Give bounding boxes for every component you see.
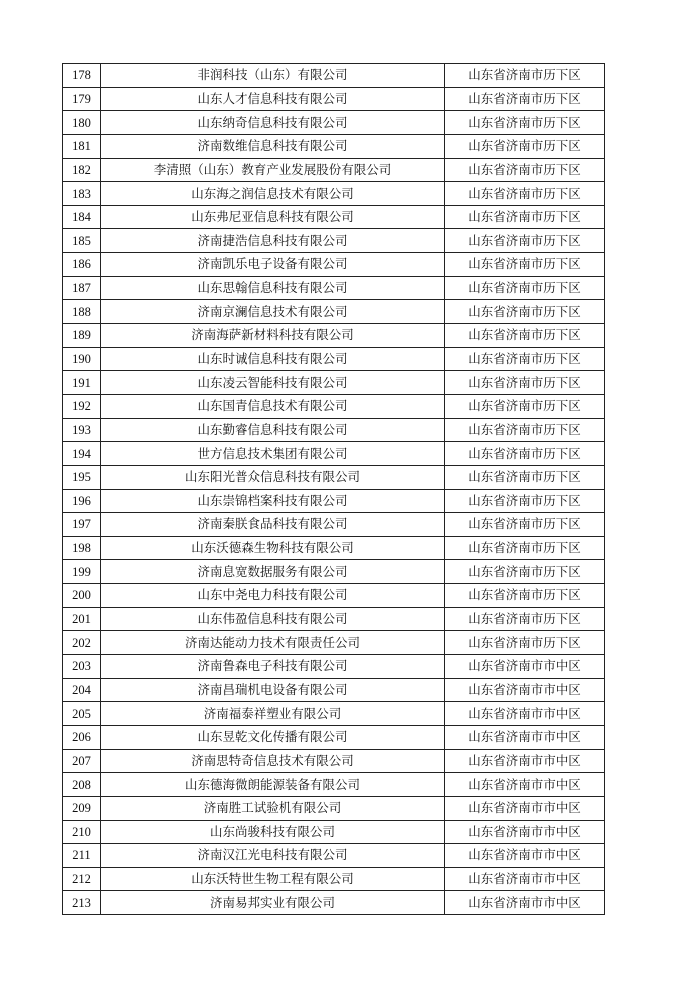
row-number: 183 bbox=[63, 182, 101, 206]
company-name: 山东人才信息科技有限公司 bbox=[101, 87, 445, 111]
company-name: 山东中尧电力科技有限公司 bbox=[101, 584, 445, 608]
company-location: 山东省济南市市中区 bbox=[445, 796, 605, 820]
table-row bbox=[63, 276, 605, 300]
row-number: 190 bbox=[63, 347, 101, 371]
company-location: 山东省济南市历下区 bbox=[445, 111, 605, 135]
row-number: 191 bbox=[63, 371, 101, 395]
table-row bbox=[63, 655, 605, 679]
row-number: 189 bbox=[63, 324, 101, 348]
row-number: 178 bbox=[63, 64, 101, 88]
company-name: 济南达能动力技术有限责任公司 bbox=[101, 631, 445, 655]
row-number: 180 bbox=[63, 111, 101, 135]
row-number: 186 bbox=[63, 253, 101, 277]
company-location: 山东省济南市历下区 bbox=[445, 64, 605, 88]
table-row bbox=[63, 205, 605, 229]
row-number: 193 bbox=[63, 418, 101, 442]
table-row bbox=[63, 64, 605, 88]
company-name: 山东勤睿信息科技有限公司 bbox=[101, 418, 445, 442]
table-row bbox=[63, 749, 605, 773]
table-row bbox=[63, 394, 605, 418]
table-row bbox=[63, 158, 605, 182]
table-row bbox=[63, 418, 605, 442]
row-number: 205 bbox=[63, 702, 101, 726]
row-number: 202 bbox=[63, 631, 101, 655]
table-row bbox=[63, 607, 605, 631]
table-row bbox=[63, 867, 605, 891]
company-name: 济南汉江光电科技有限公司 bbox=[101, 844, 445, 868]
company-location: 山东省济南市历下区 bbox=[445, 394, 605, 418]
row-number: 182 bbox=[63, 158, 101, 182]
row-number: 204 bbox=[63, 678, 101, 702]
company-name: 山东思翰信息科技有限公司 bbox=[101, 276, 445, 300]
company-location: 山东省济南市历下区 bbox=[445, 465, 605, 489]
company-location: 山东省济南市历下区 bbox=[445, 158, 605, 182]
row-number: 199 bbox=[63, 560, 101, 584]
row-number: 208 bbox=[63, 773, 101, 797]
company-name: 非润科技（山东）有限公司 bbox=[101, 64, 445, 88]
table-row bbox=[63, 300, 605, 324]
company-name: 山东国青信息技术有限公司 bbox=[101, 394, 445, 418]
company-location: 山东省济南市历下区 bbox=[445, 300, 605, 324]
row-number: 209 bbox=[63, 796, 101, 820]
row-number: 195 bbox=[63, 465, 101, 489]
company-location: 山东省济南市历下区 bbox=[445, 631, 605, 655]
company-location: 山东省济南市历下区 bbox=[445, 276, 605, 300]
table-row bbox=[63, 87, 605, 111]
table-row bbox=[63, 844, 605, 868]
company-name: 济南思特奇信息技术有限公司 bbox=[101, 749, 445, 773]
company-location: 山东省济南市历下区 bbox=[445, 489, 605, 513]
row-number: 197 bbox=[63, 513, 101, 537]
table-row bbox=[63, 631, 605, 655]
company-location: 山东省济南市历下区 bbox=[445, 347, 605, 371]
company-name: 山东沃德森生物科技有限公司 bbox=[101, 536, 445, 560]
row-number: 192 bbox=[63, 394, 101, 418]
company-name: 济南数维信息科技有限公司 bbox=[101, 134, 445, 158]
company-name: 济南胜工试验机有限公司 bbox=[101, 796, 445, 820]
company-location: 山东省济南市历下区 bbox=[445, 584, 605, 608]
table-row bbox=[63, 773, 605, 797]
table-row bbox=[63, 489, 605, 513]
row-number: 185 bbox=[63, 229, 101, 253]
company-location: 山东省济南市市中区 bbox=[445, 820, 605, 844]
row-number: 196 bbox=[63, 489, 101, 513]
row-number: 198 bbox=[63, 536, 101, 560]
company-location: 山东省济南市市中区 bbox=[445, 655, 605, 679]
table-row bbox=[63, 678, 605, 702]
company-location: 山东省济南市历下区 bbox=[445, 182, 605, 206]
company-location: 山东省济南市市中区 bbox=[445, 844, 605, 868]
company-name: 山东德海微朗能源装备有限公司 bbox=[101, 773, 445, 797]
company-list-table bbox=[62, 63, 605, 915]
company-name: 山东时诚信息科技有限公司 bbox=[101, 347, 445, 371]
company-name: 济南鲁森电子科技有限公司 bbox=[101, 655, 445, 679]
company-location: 山东省济南市历下区 bbox=[445, 324, 605, 348]
company-location: 山东省济南市历下区 bbox=[445, 418, 605, 442]
company-name: 山东纳奇信息科技有限公司 bbox=[101, 111, 445, 135]
table-row bbox=[63, 796, 605, 820]
table-row bbox=[63, 324, 605, 348]
company-name: 济南海萨新材料科技有限公司 bbox=[101, 324, 445, 348]
table-row bbox=[63, 182, 605, 206]
table-row bbox=[63, 584, 605, 608]
table-row bbox=[63, 725, 605, 749]
company-location: 山东省济南市市中区 bbox=[445, 678, 605, 702]
company-location: 山东省济南市市中区 bbox=[445, 725, 605, 749]
row-number: 184 bbox=[63, 205, 101, 229]
row-number: 207 bbox=[63, 749, 101, 773]
table-row bbox=[63, 465, 605, 489]
table-row bbox=[63, 702, 605, 726]
row-number: 187 bbox=[63, 276, 101, 300]
row-number: 179 bbox=[63, 87, 101, 111]
table-row bbox=[63, 442, 605, 466]
company-name: 山东伟盈信息科技有限公司 bbox=[101, 607, 445, 631]
table-row bbox=[63, 891, 605, 915]
company-location: 山东省济南市历下区 bbox=[445, 87, 605, 111]
company-name: 李清照（山东）教育产业发展股份有限公司 bbox=[101, 158, 445, 182]
company-name: 济南捷浩信息科技有限公司 bbox=[101, 229, 445, 253]
company-name: 山东崇锦档案科技有限公司 bbox=[101, 489, 445, 513]
row-number: 188 bbox=[63, 300, 101, 324]
company-name: 世方信息技术集团有限公司 bbox=[101, 442, 445, 466]
row-number: 210 bbox=[63, 820, 101, 844]
company-name: 山东阳光普众信息科技有限公司 bbox=[101, 465, 445, 489]
company-name: 济南凯乐电子设备有限公司 bbox=[101, 253, 445, 277]
table-row bbox=[63, 111, 605, 135]
company-location: 山东省济南市历下区 bbox=[445, 371, 605, 395]
company-location: 山东省济南市历下区 bbox=[445, 205, 605, 229]
table-row bbox=[63, 347, 605, 371]
row-number: 203 bbox=[63, 655, 101, 679]
table-row bbox=[63, 253, 605, 277]
company-location: 山东省济南市历下区 bbox=[445, 560, 605, 584]
row-number: 211 bbox=[63, 844, 101, 868]
company-location: 山东省济南市市中区 bbox=[445, 702, 605, 726]
company-location: 山东省济南市历下区 bbox=[445, 607, 605, 631]
company-location: 山东省济南市市中区 bbox=[445, 749, 605, 773]
company-location: 山东省济南市市中区 bbox=[445, 773, 605, 797]
table-row bbox=[63, 229, 605, 253]
company-name: 济南息宽数据服务有限公司 bbox=[101, 560, 445, 584]
company-name: 山东凌云智能科技有限公司 bbox=[101, 371, 445, 395]
table-row bbox=[63, 560, 605, 584]
company-location: 山东省济南市历下区 bbox=[445, 253, 605, 277]
company-name: 济南福泰祥塑业有限公司 bbox=[101, 702, 445, 726]
table-row bbox=[63, 513, 605, 537]
company-name: 济南秦朕食品科技有限公司 bbox=[101, 513, 445, 537]
table-row bbox=[63, 820, 605, 844]
company-name: 济南京澜信息技术有限公司 bbox=[101, 300, 445, 324]
table-body bbox=[63, 64, 605, 915]
company-location: 山东省济南市市中区 bbox=[445, 891, 605, 915]
row-number: 194 bbox=[63, 442, 101, 466]
table-row bbox=[63, 134, 605, 158]
company-name: 济南易邦实业有限公司 bbox=[101, 891, 445, 915]
company-location: 山东省济南市市中区 bbox=[445, 867, 605, 891]
company-name: 山东尚骏科技有限公司 bbox=[101, 820, 445, 844]
company-name: 山东弗尼亚信息科技有限公司 bbox=[101, 205, 445, 229]
company-name: 济南昌瑞机电设备有限公司 bbox=[101, 678, 445, 702]
company-location: 山东省济南市历下区 bbox=[445, 442, 605, 466]
row-number: 181 bbox=[63, 134, 101, 158]
row-number: 201 bbox=[63, 607, 101, 631]
table-row bbox=[63, 371, 605, 395]
company-location: 山东省济南市历下区 bbox=[445, 536, 605, 560]
row-number: 212 bbox=[63, 867, 101, 891]
company-name: 山东海之润信息技术有限公司 bbox=[101, 182, 445, 206]
row-number: 206 bbox=[63, 725, 101, 749]
company-name: 山东沃特世生物工程有限公司 bbox=[101, 867, 445, 891]
row-number: 200 bbox=[63, 584, 101, 608]
company-location: 山东省济南市历下区 bbox=[445, 134, 605, 158]
company-location: 山东省济南市历下区 bbox=[445, 229, 605, 253]
table-row bbox=[63, 536, 605, 560]
company-name: 山东昱乾文化传播有限公司 bbox=[101, 725, 445, 749]
company-location: 山东省济南市历下区 bbox=[445, 513, 605, 537]
row-number: 213 bbox=[63, 891, 101, 915]
